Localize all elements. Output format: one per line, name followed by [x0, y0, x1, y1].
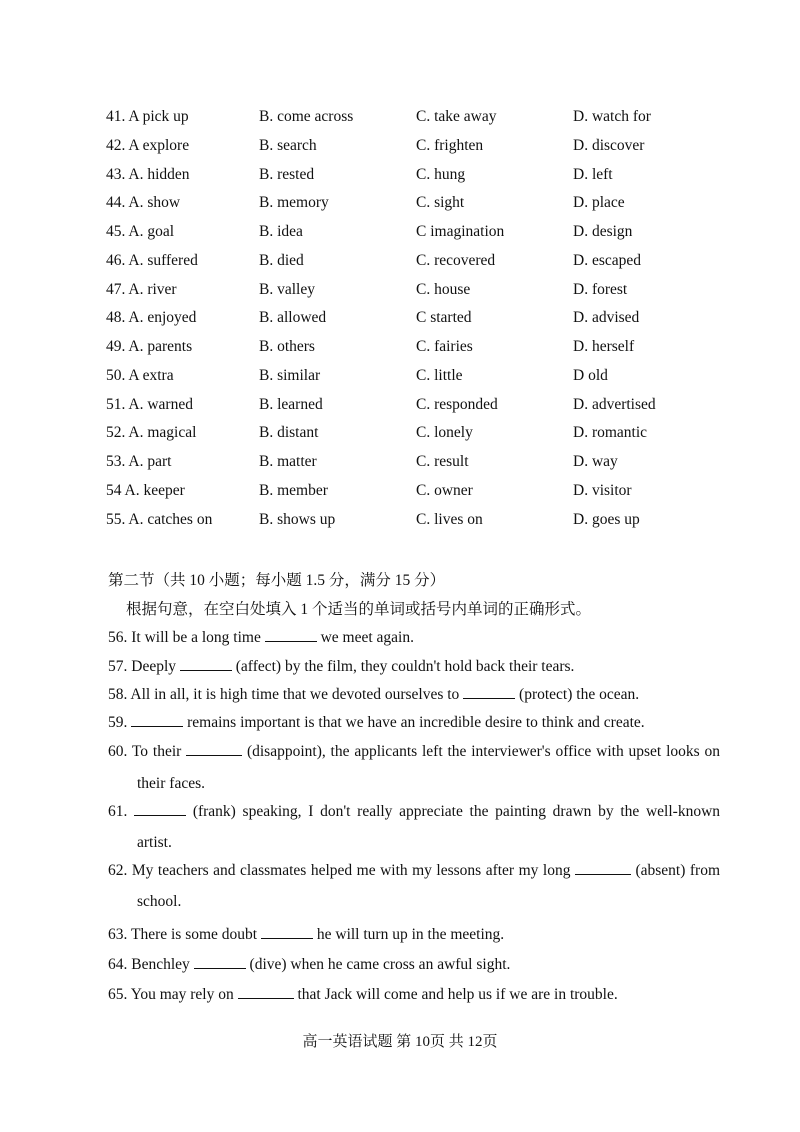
- option-b: B. shows up: [259, 510, 336, 528]
- question-number: 62.: [108, 862, 128, 879]
- option-c: C. lives on: [416, 510, 483, 528]
- option-row: [0, 511, 800, 540]
- question-text-after: (absent) from: [635, 862, 720, 879]
- option-row: [0, 137, 800, 166]
- question-number: 64.: [108, 956, 128, 973]
- option-b: B. similar: [259, 366, 321, 384]
- option-c: C. frighten: [416, 136, 484, 154]
- option-a: 42. A explore: [106, 136, 190, 154]
- option-b: B. learned: [259, 395, 323, 413]
- question-number: 65.: [108, 986, 128, 1003]
- question-62: [108, 856, 720, 886]
- option-b: B. member: [259, 481, 328, 499]
- question-64: [108, 950, 720, 980]
- option-d: D. discover: [573, 136, 645, 154]
- question-number: 56.: [108, 629, 128, 646]
- answer-blank[interactable]: [265, 627, 317, 642]
- option-row: [0, 424, 800, 453]
- option-d: D. left: [573, 165, 613, 183]
- question-60-continuation: their faces.: [137, 775, 205, 792]
- section-instruction: 根据句意，在空白处填入 1 个适当的单词或括号内单词的正确形式。: [126, 601, 592, 618]
- question-number: 63.: [108, 926, 128, 943]
- option-a: 44. A. show: [106, 194, 181, 212]
- option-a: 55. A. catches on: [106, 510, 213, 528]
- option-d: D. design: [573, 223, 633, 240]
- question-56: [108, 623, 720, 653]
- option-c: C started: [416, 309, 472, 327]
- option-row: [0, 194, 800, 223]
- option-row: [0, 281, 800, 310]
- question-text-after: he will turn up in the meeting.: [316, 926, 505, 943]
- question-text-before: My teachers and classmates helped me with my lessons after my long: [131, 862, 571, 879]
- question-text-before: Deeply: [131, 658, 177, 675]
- option-b: B. distant: [259, 424, 319, 442]
- question-text-before: You may rely on: [130, 986, 234, 1003]
- option-d: D. advertised: [573, 395, 656, 413]
- option-c: C. result: [416, 453, 469, 470]
- question-text-before: All in all, it is high time that we devoted ourselves to: [130, 686, 460, 703]
- option-a: 48. A. enjoyed: [106, 309, 197, 327]
- option-b: B. rested: [259, 165, 315, 183]
- page-footer: 高一英语试题 第 10页 共 12页: [302, 1034, 498, 1050]
- question-number: 60.: [108, 743, 128, 760]
- option-a: 41. A pick up: [106, 108, 189, 125]
- question-text-after: remains important is that we have an incredible desire to think and create.: [187, 714, 645, 731]
- option-b: B. matter: [259, 453, 317, 470]
- option-c: C. take away: [416, 108, 497, 125]
- option-c: C. house: [416, 280, 471, 298]
- option-a: 54 A. keeper: [106, 481, 185, 499]
- option-row: [0, 338, 800, 367]
- option-b: B. died: [259, 251, 304, 269]
- option-a: 45. A. goal: [106, 223, 175, 240]
- option-c: C. lonely: [416, 424, 473, 442]
- question-number: 58.: [108, 686, 128, 703]
- question-60: [108, 737, 720, 767]
- question-58: [108, 680, 720, 710]
- question-57: [108, 652, 720, 682]
- question-65: [108, 980, 720, 1010]
- option-row: [0, 482, 800, 511]
- option-a: 51. A. warned: [106, 395, 193, 413]
- question-text-after: (disappoint), the applicants left the interviewer's office with upset looks on: [246, 743, 720, 760]
- option-c: C imagination: [416, 223, 505, 240]
- option-a: 53. A. part: [106, 453, 172, 470]
- option-row: [0, 223, 800, 252]
- question-number: 57.: [108, 658, 128, 675]
- question-61-continuation: artist.: [137, 834, 172, 851]
- option-b: B. idea: [259, 223, 303, 240]
- question-text-before: It will be a long time: [131, 629, 261, 646]
- option-b: B. search: [259, 136, 317, 154]
- option-a: 47. A. river: [106, 280, 177, 298]
- option-c: C. recovered: [416, 251, 496, 269]
- answer-blank[interactable]: [180, 656, 232, 671]
- answer-blank[interactable]: [238, 984, 294, 999]
- option-c: C. sight: [416, 194, 465, 212]
- option-c: C. hung: [416, 165, 466, 183]
- question-text-before: There is some doubt: [130, 926, 258, 943]
- option-d: D. way: [573, 453, 618, 470]
- section-heading: 第二节（共 10 小题；每小题 1.5 分，满分 15 分）: [108, 572, 446, 589]
- option-a: 50. A extra: [106, 366, 174, 384]
- option-d: D old: [573, 366, 608, 384]
- option-c: C. fairies: [416, 338, 473, 355]
- option-b: B. come across: [259, 108, 354, 125]
- option-a: 43. A. hidden: [106, 165, 190, 183]
- option-row: [0, 453, 800, 482]
- option-c: C. owner: [416, 481, 473, 499]
- answer-blank[interactable]: [194, 954, 246, 969]
- question-62-continuation: school.: [137, 893, 182, 910]
- question-text-after: that Jack will come and help us if we are in trouble.: [297, 986, 618, 1003]
- option-row: [0, 309, 800, 338]
- option-d: D. escaped: [573, 251, 641, 269]
- option-c: C. little: [416, 366, 463, 384]
- option-d: D. herself: [573, 338, 635, 355]
- answer-blank[interactable]: [134, 801, 186, 816]
- question-text-after: (frank) speaking, I don't really appreciate the painting drawn by the well-known: [192, 803, 721, 820]
- option-d: D. romantic: [573, 424, 648, 442]
- option-a: 49. A. parents: [106, 338, 193, 355]
- option-a: 52. A. magical: [106, 424, 197, 442]
- option-row: [0, 252, 800, 281]
- question-number: 59.: [108, 714, 128, 731]
- question-text-after: (protect) the ocean.: [519, 686, 640, 703]
- question-text-before: To their: [131, 743, 182, 760]
- option-row: [0, 396, 800, 425]
- question-text-after: (dive) when he came cross an awful sight.: [249, 956, 511, 973]
- option-d: D. place: [573, 194, 625, 212]
- answer-blank[interactable]: [131, 712, 183, 727]
- option-b: B. memory: [259, 194, 329, 212]
- option-d: D. forest: [573, 280, 628, 298]
- question-number: 61.: [108, 803, 128, 820]
- option-b: B. allowed: [259, 309, 327, 327]
- multiple-choice-options: [0, 108, 800, 539]
- option-b: B. others: [259, 338, 315, 355]
- answer-blank[interactable]: [186, 741, 242, 756]
- option-a: 46. A. suffered: [106, 251, 198, 269]
- question-text-before: Benchley: [131, 956, 190, 973]
- option-row: [0, 166, 800, 195]
- question-59: [108, 708, 720, 738]
- option-c: C. responded: [416, 395, 498, 413]
- option-d: D. advised: [573, 309, 640, 327]
- question-61: [108, 797, 720, 827]
- option-row: [0, 367, 800, 396]
- option-d: D. watch for: [573, 108, 651, 125]
- answer-blank[interactable]: [575, 860, 631, 875]
- question-text-after: we meet again.: [320, 629, 414, 646]
- answer-blank[interactable]: [261, 924, 313, 939]
- answer-blank[interactable]: [463, 684, 515, 699]
- option-b: B. valley: [259, 280, 315, 298]
- question-63: [108, 920, 720, 950]
- option-d: D. goes up: [573, 510, 640, 528]
- option-d: D. visitor: [573, 481, 632, 499]
- option-row: [0, 108, 800, 137]
- question-text-after: (affect) by the film, they couldn't hold back their tears.: [235, 658, 575, 675]
